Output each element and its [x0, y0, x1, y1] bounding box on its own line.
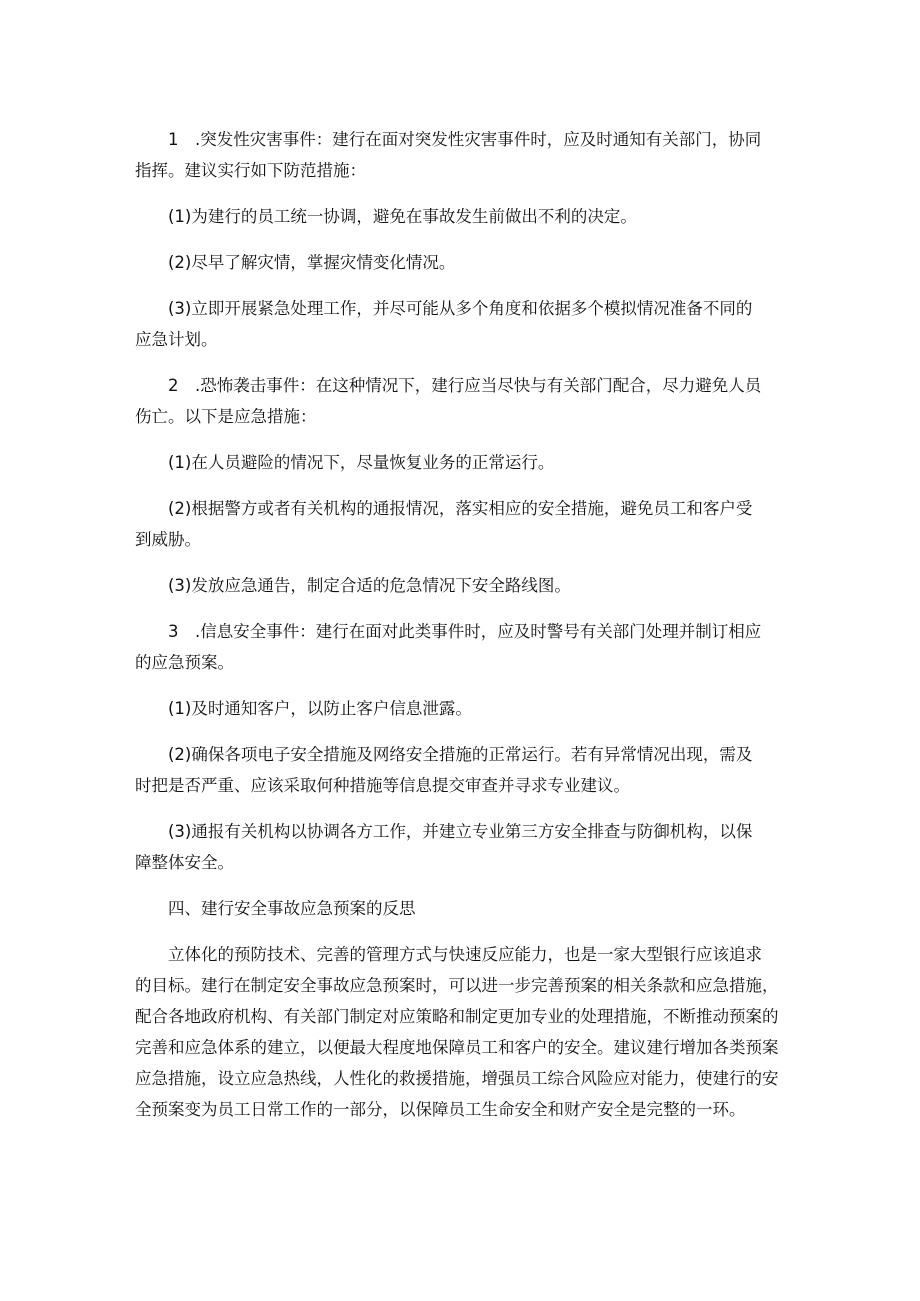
text-line: (3)立即开展紧急处理工作，并尽可能从多个角度和依据多个模拟情况准备不同的: [168, 299, 753, 318]
text-line: 指挥。建议实行如下防范措施：: [135, 161, 366, 180]
paragraph-terror-item-3: [135, 570, 790, 601]
paragraph-disaster-item-2: [135, 247, 790, 278]
paragraph-infosec-item-1: [135, 693, 790, 724]
text-line: 障整体安全。: [135, 853, 234, 872]
text-line: (1)为建行的员工统一协调，避免在事故发生前做出不利的决定。: [168, 207, 637, 226]
text-line: 时把是否严重、应该采取何种措施等信息提交审查并寻求专业建议。: [135, 776, 630, 795]
text-line: 配合各地政府机构、有关部门制定对应策略和制定更加专业的处理措施，不断推动预案的: [135, 1007, 779, 1026]
paragraph-reflection: [135, 939, 790, 1125]
paragraph-infosec-event: [135, 616, 790, 678]
text-line: (1)及时通知客户，以防止客户信息泄露。: [168, 699, 472, 718]
paragraph-disaster-item-3: [135, 293, 790, 355]
text-line: 全预案变为员工日常工作的一部分，以保障员工生命安全和财产安全是完整的一环。: [135, 1100, 746, 1119]
text-line: (1)在人员避险的情况下，尽量恢复业务的正常运行。: [168, 453, 555, 472]
text-line: 应急措施，设立应急热线，人性化的救援措施，增强员工综合风险应对能力，使建行的安: [135, 1069, 779, 1088]
paragraph-terror-event: [135, 370, 790, 432]
paragraph-terror-item-1: [135, 447, 790, 478]
text-line: 的目标。建行在制定安全事故应急预案时，可以进一步完善预案的相关条款和应急措施，: [135, 976, 779, 995]
text-line: (2)尽早了解灾情，掌握灾情变化情况。: [168, 253, 456, 272]
text-line: 四、建行安全事故应急预案的反思: [168, 899, 416, 918]
text-line: 3 .信息安全事件：建行在面对此类事件时，应及时警号有关部门处理并制订相应: [168, 622, 762, 641]
document-body: [135, 124, 790, 1140]
text-line: (3)通报有关机构以协调各方工作，并建立专业第三方安全排查与防御机构，以保: [168, 822, 753, 841]
section-heading-reflection: [135, 893, 790, 924]
paragraph-disaster-item-1: [135, 201, 790, 232]
text-line: (2)确保各项电子安全措施及网络安全措施的正常运行。若有异常情况出现，需及: [168, 745, 753, 764]
text-line: (3)发放应急通告，制定合适的危急情况下安全路线图。: [168, 576, 571, 595]
text-line: 的应急预案。: [135, 653, 234, 672]
text-line: 伤亡。以下是应急措施：: [135, 407, 317, 426]
paragraph-disaster-event: [135, 124, 790, 186]
text-line: 立体化的预防技术、完善的管理方式与快速反应能力，也是一家大型银行应该追求: [168, 945, 762, 964]
text-line: 到威胁。: [135, 530, 201, 549]
text-line: 1 .突发性灾害事件：建行在面对突发性灾害事件时，应及时通知有关部门，协同: [168, 130, 762, 149]
text-line: 2 .恐怖袭击事件：在这种情况下，建行应当尽快与有关部门配合，尽力避免人员: [168, 376, 762, 395]
paragraph-infosec-item-2: [135, 739, 790, 801]
text-line: (2)根据警方或者有关机构的通报情况，落实相应的安全措施，避免员工和客户受: [168, 499, 753, 518]
paragraph-terror-item-2: [135, 493, 790, 555]
text-line: 应急计划。: [135, 330, 218, 349]
paragraph-infosec-item-3: [135, 816, 790, 878]
text-line: 完善和应急体系的建立，以便最大程度地保障员工和客户的安全。建议建行增加各类预案: [135, 1038, 779, 1057]
